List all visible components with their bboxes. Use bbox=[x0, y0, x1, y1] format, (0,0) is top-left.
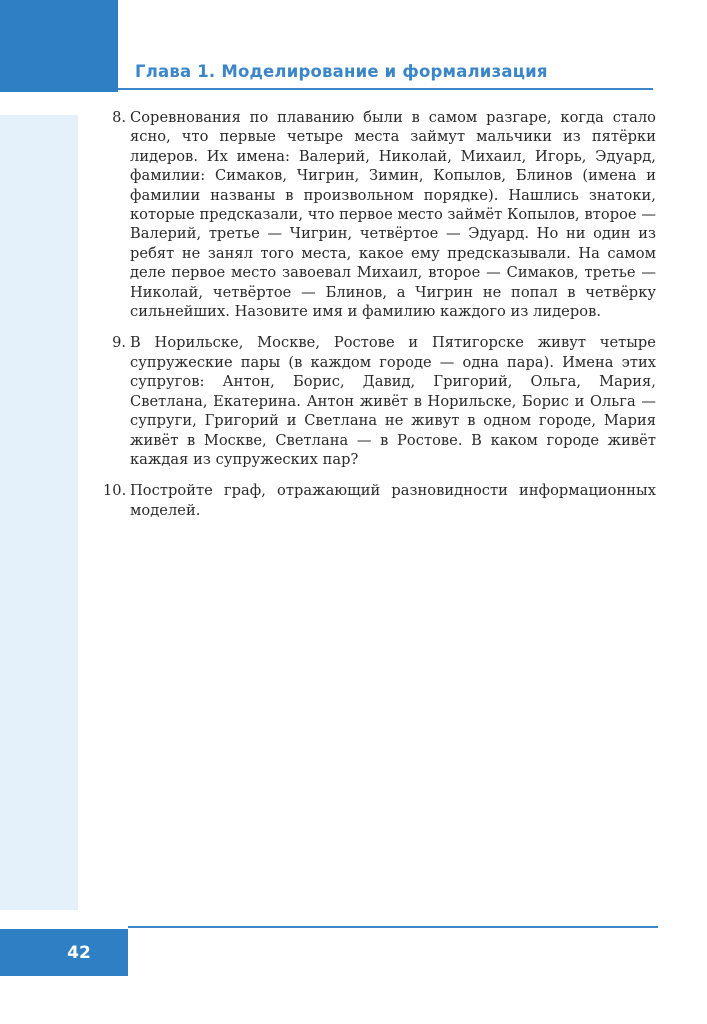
page-content bbox=[103, 108, 656, 532]
header-color-block bbox=[0, 0, 118, 92]
page-number: 42 bbox=[67, 942, 91, 963]
task-number: 10. bbox=[103, 482, 127, 500]
task-9 bbox=[103, 333, 656, 469]
task-text: Соревнования по плаванию были в самом разгаре, когда стало ясно, что первые четыре места займут мальчики из пятёрки лидеров. Их имена: Валерий, Николай, Михаил, Игорь, Эдуард, фамилии: Симаков, Чигрин, Зимин, Копылов, Блинов (имена и фамилии названы в произвольном порядке). Нашлись знатоки, которые предсказали, что первое место займёт Копылов, второе — Валерий, третье — Чигрин, четвёртое — Эдуард. Но ни один из ребят не занял того места, какое ему предсказывали. На самом деле первое место завоевал Михаил, второе — Симаков, третье — Николай, четвёртое — Блинов, а Чигрин не попал в четвёрку сильнейших. Назовите имя и фамилию каждого из лидеров. bbox=[130, 109, 656, 321]
task-8 bbox=[103, 108, 656, 321]
task-text: Постройте граф, отражающий разновидности информационных моделей. bbox=[130, 482, 656, 519]
footer-divider bbox=[128, 926, 658, 928]
task-number: 8. bbox=[112, 109, 126, 126]
header-divider bbox=[118, 88, 653, 90]
task-number: 9. bbox=[112, 334, 126, 352]
side-margin-strip bbox=[0, 115, 78, 910]
task-10 bbox=[103, 481, 656, 520]
page-number-badge bbox=[0, 929, 128, 976]
task-text: В Норильске, Москве, Ростове и Пятигорске живут четыре супружеские пары (в каждом городе — одна пара). Имена этих супругов: Антон, Борис, Давид, Григорий, Ольга, Мария, Светлана, Екатерина. Антон живёт в Норильске, Борис и Ольга — супруги, Григорий и Светлана не живут в одном городе, Мария живёт в Москве, Светлана — в Ростове. В каком городе живёт каждая из супружеских пар? bbox=[130, 334, 656, 468]
chapter-title: Глава 1. Моделирование и формализация bbox=[135, 62, 548, 81]
